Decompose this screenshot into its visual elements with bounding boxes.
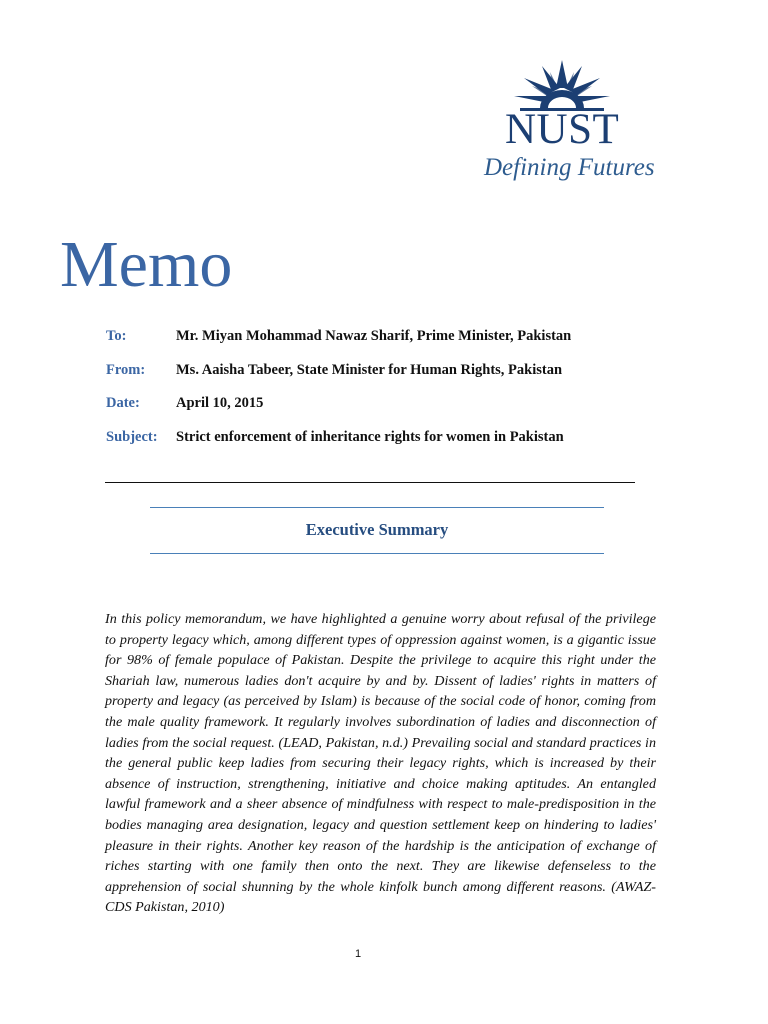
to-label: To: [106, 328, 127, 344]
date-row [106, 395, 646, 429]
page-number: 1 [354, 948, 362, 960]
to-value: Mr. Miyan Mohammad Nawaz Sharif, Prime Minister, Pakistan [176, 328, 572, 344]
from-row [106, 362, 646, 396]
subject-row [106, 429, 646, 463]
date-label: Date: [106, 395, 140, 411]
section-rule-bottom [150, 553, 604, 554]
subject-value: Strict enforcement of inheritance rights for women in Pakistan [176, 428, 564, 445]
logo-tagline: Defining Futures [484, 154, 655, 181]
page-title: Memo [60, 228, 233, 301]
logo-wordmark: NUST [505, 106, 620, 153]
executive-summary-text: In this policy memorandum, we have highlighted a genuine worry about refusal of the privilege to property legacy which, among different types of oppression against women, is a gigantic issue for 98% of female populace of Pakistan. Despite the privilege to acquire this right under the Shariah law, numerous ladies don't acquire by and by. Dissent of ladies' rights in matters of property and legacy (as perceived by Islam) is because of the social code of honor, coming from the male quality framework. It regularly involves subordination of ladies and disconnection of ladies from the social request. (LEAD, Pakistan, n.d.) Prevailing social and standard practices in the general public keep ladies from securing their legacy rights, which is increased by their absence of instruction, strengthening, initiative and choice making aptitudes. An entangled lawful framework and a sheer absence of mindfulness with respect to male-predisposition in the bodies managing area designation, legacy and question settlement keep on hindering to ladies' pleasure in their rights. Another key reason of the hardship is the anticipation of exchange of riches starting with one family then onto the next. They are likewise defenseless to the apprehension of social shunning by the whole kinfolk bunch among different reasons. (AWAZ-CDS Pakistan, 2010) [105, 611, 656, 916]
memo-header [106, 328, 646, 462]
section-rule-top [150, 507, 604, 508]
header-divider [105, 482, 635, 483]
from-value: Ms. Aaisha Tabeer, State Minister for Human Rights, Pakistan [176, 361, 563, 378]
date-value: April 10, 2015 [176, 395, 264, 411]
to-row [106, 328, 646, 362]
subject-label: Subject: [106, 428, 158, 445]
section-title: Executive Summary [305, 520, 449, 539]
nust-logo [478, 58, 668, 188]
from-label: From: [106, 361, 146, 378]
